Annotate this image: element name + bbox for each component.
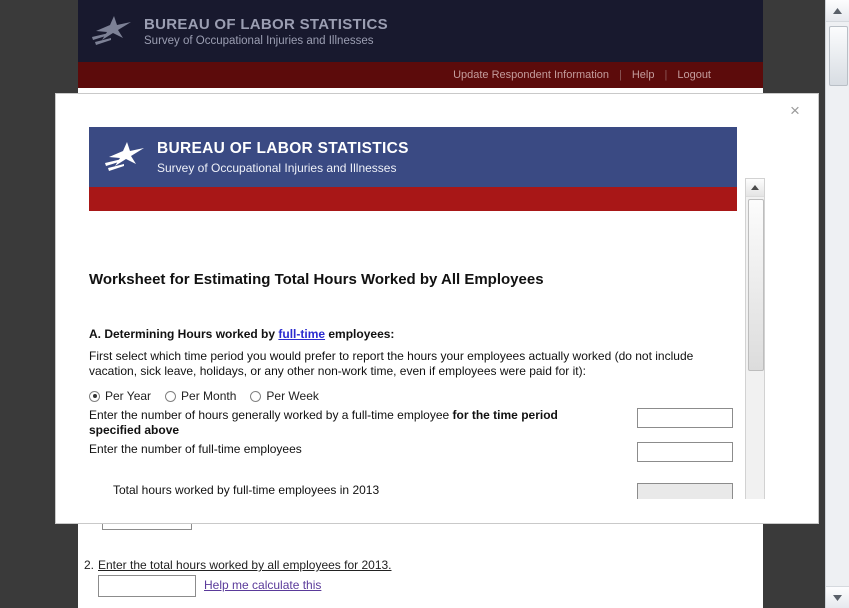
section-a	[89, 327, 737, 403]
site-title: BUREAU OF LABOR STATISTICS	[144, 15, 388, 33]
radio-per-week-label: Per Week	[266, 389, 319, 403]
nav-update-respondent-information[interactable]: Update Respondent Information	[453, 69, 609, 81]
field-total-input	[637, 483, 733, 499]
section-a-description: First select which time period you would prefer to report the hours your employees actually worked (do not include vacation, sick leave, holidays, or any other non-work time, even if employees were paid for it):	[89, 349, 694, 378]
scrollbar-thumb[interactable]	[829, 26, 848, 86]
radio-option-per-week[interactable]	[250, 389, 318, 403]
nav-separator-1: |	[619, 69, 622, 81]
section-a-heading-text: Determining Hours worked by	[104, 327, 279, 341]
radio-per-month-icon[interactable]	[165, 391, 176, 402]
chevron-down-icon	[833, 595, 842, 601]
question2-input[interactable]	[98, 575, 196, 597]
worksheet-document	[89, 127, 784, 499]
full-time-link[interactable]: full-time	[278, 327, 326, 341]
background-nav-bar	[78, 62, 763, 88]
help-me-calculate-this-link[interactable]: Help me calculate this	[204, 578, 322, 592]
nav-logout[interactable]: Logout	[677, 69, 711, 81]
site-subtitle: Survey of Occupational Injuries and Illnesses	[144, 34, 374, 47]
close-icon[interactable]: ×	[790, 101, 800, 120]
worksheet-header-title: BUREAU OF LABOR STATISTICS	[157, 139, 409, 157]
radio-per-week-icon[interactable]	[250, 391, 261, 402]
background-site-header	[78, 0, 763, 62]
section-a-heading-suffix: employees:	[325, 327, 395, 341]
radio-per-year-icon[interactable]	[89, 391, 100, 402]
section-a-heading	[89, 327, 737, 341]
worksheet-title: Worksheet for Estimating Total Hours Worked by All Employees	[89, 271, 544, 288]
field-hours-label-plain: Enter the number of hours generally worked by a full-time employee	[89, 408, 453, 422]
window-scrollbar[interactable]	[825, 0, 849, 608]
worksheet-header-subtitle: Survey of Occupational Injuries and Illnesses	[157, 160, 397, 175]
scroll-up-button[interactable]	[826, 0, 849, 22]
radio-option-per-month[interactable]	[165, 389, 236, 403]
radio-option-per-year[interactable]	[89, 389, 151, 403]
radio-per-month-label: Per Month	[181, 389, 237, 403]
nav-separator-2: |	[664, 69, 668, 81]
time-period-radio-group	[89, 389, 737, 403]
nav-help[interactable]: Help	[631, 69, 655, 81]
field-hours-label	[89, 408, 609, 438]
chevron-up-icon	[833, 8, 842, 14]
worksheet-scrollbar-thumb[interactable]	[748, 199, 764, 371]
worksheet-scroll-up-button[interactable]	[746, 179, 764, 197]
question2-label: Enter the total hours worked by all employees for 2013.	[98, 558, 392, 572]
worksheet-scrollbar[interactable]	[745, 178, 765, 499]
radio-per-year-label: Per Year	[105, 389, 152, 403]
question2-number: 2.	[83, 558, 94, 572]
worksheet-header	[89, 127, 737, 187]
worksheet-modal	[56, 94, 818, 523]
chevron-up-icon	[751, 185, 759, 190]
field-employees-label: Enter the number of full-time employees	[89, 442, 302, 456]
section-a-letter: A.	[89, 327, 101, 341]
field-employees-input[interactable]	[637, 442, 733, 462]
bls-star-icon	[90, 11, 136, 51]
field-total-label: Total hours worked by full-time employees in 2013	[113, 483, 380, 497]
scroll-down-button[interactable]	[826, 586, 849, 608]
bls-star-icon	[103, 137, 149, 177]
field-hours-label-bold: for the time period specified above	[89, 408, 558, 437]
worksheet-red-bar	[89, 187, 737, 211]
field-hours-input[interactable]	[637, 408, 733, 428]
